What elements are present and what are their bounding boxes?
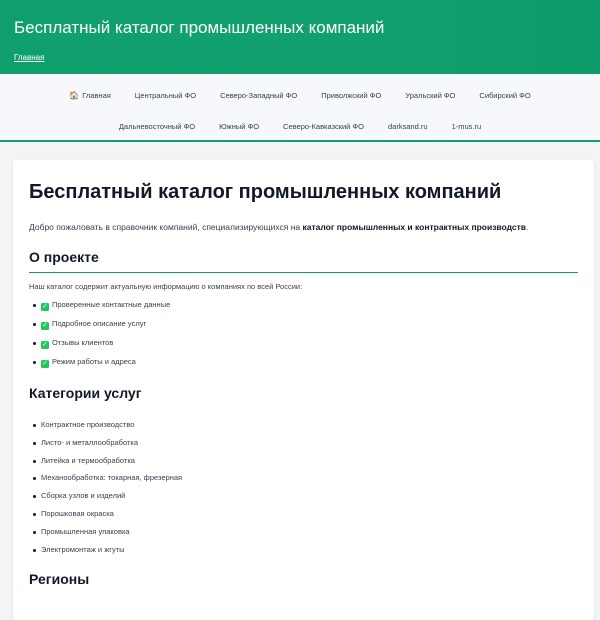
- nav-item-label: Главная: [82, 91, 111, 100]
- nav-item-siberia[interactable]: Сибирский ФО: [479, 91, 531, 100]
- nav-item-central[interactable]: Центральный ФО: [134, 91, 197, 100]
- region-nav: [0, 74, 600, 142]
- intro-paragraph: [29, 221, 578, 233]
- feature-label: Подробное описание услуг: [52, 319, 147, 328]
- nav-item-fareast[interactable]: Дальневосточный ФО: [118, 122, 196, 131]
- check-icon: ✓: [42, 322, 48, 329]
- nav-item-south[interactable]: Южный ФО: [219, 122, 260, 131]
- list-item: [29, 319, 578, 330]
- list-item: Порошковая окраска: [29, 509, 578, 519]
- about-heading: О проекте: [29, 249, 99, 265]
- section-divider: [29, 272, 578, 273]
- intro-suffix: .: [526, 222, 529, 232]
- feature-label: Отзывы клиентов: [52, 338, 114, 347]
- categories-heading: Категории услуг: [29, 385, 142, 401]
- page-title: Бесплатный каталог промышленных компаний: [29, 181, 502, 203]
- feature-label: Режим работы и адреса: [52, 357, 136, 366]
- list-item: Сборка узлов и изделий: [29, 491, 578, 501]
- list-item: [29, 300, 578, 311]
- nav-item-north-caucasus[interactable]: Северо-Кавказский ФО: [283, 122, 364, 131]
- nav-row-1: [0, 80, 600, 111]
- main-content-card: [13, 160, 594, 620]
- regions-heading: Регионы: [29, 570, 90, 587]
- nav-item-1mus[interactable]: 1-mus.ru: [451, 122, 482, 131]
- nav-item-volga[interactable]: Приволжский ФО: [321, 91, 382, 100]
- nav-item-northwest[interactable]: Северо-Западный ФО: [220, 91, 298, 100]
- nav-item-ural[interactable]: Уральский ФО: [405, 91, 456, 100]
- list-item: [29, 357, 578, 368]
- about-text: Наш каталог содержит актуальную информацию о компаниях по всей России:: [29, 282, 303, 291]
- house-icon: 🏠: [69, 91, 80, 100]
- check-icon: ✓: [42, 341, 48, 348]
- list-item: Контрактное производство: [29, 420, 578, 430]
- nav-row-2: [0, 111, 600, 142]
- list-item: Листо- и металлообработка: [29, 438, 578, 448]
- breadcrumb: [14, 53, 586, 63]
- list-item: Литейка и термообработка: [29, 456, 578, 466]
- list-item: Промышленная упаковка: [29, 527, 578, 537]
- check-icon: ✓: [42, 303, 48, 310]
- nav-item-darksand[interactable]: darksand.ru: [387, 122, 428, 131]
- check-icon: ✓: [42, 360, 48, 367]
- site-header: [0, 0, 600, 74]
- intro-highlight: каталог промышленных и контрактных производств: [302, 222, 527, 232]
- list-item: Электромонтаж и жгуты: [29, 545, 578, 555]
- feature-label: Проверенные контактные данные: [52, 300, 171, 309]
- feature-list: [29, 300, 578, 368]
- intro-prefix: Добро пожаловать в справочник компаний, специализирующихся на: [29, 222, 303, 232]
- nav-item-home[interactable]: [57, 91, 123, 100]
- site-title: Бесплатный каталог промышленных компаний: [14, 18, 385, 37]
- list-item: [29, 338, 578, 349]
- category-list: [29, 420, 578, 555]
- breadcrumb-home-link[interactable]: Главная: [14, 53, 45, 62]
- list-item: Механообработка: токарная, фрезерная: [29, 473, 578, 483]
